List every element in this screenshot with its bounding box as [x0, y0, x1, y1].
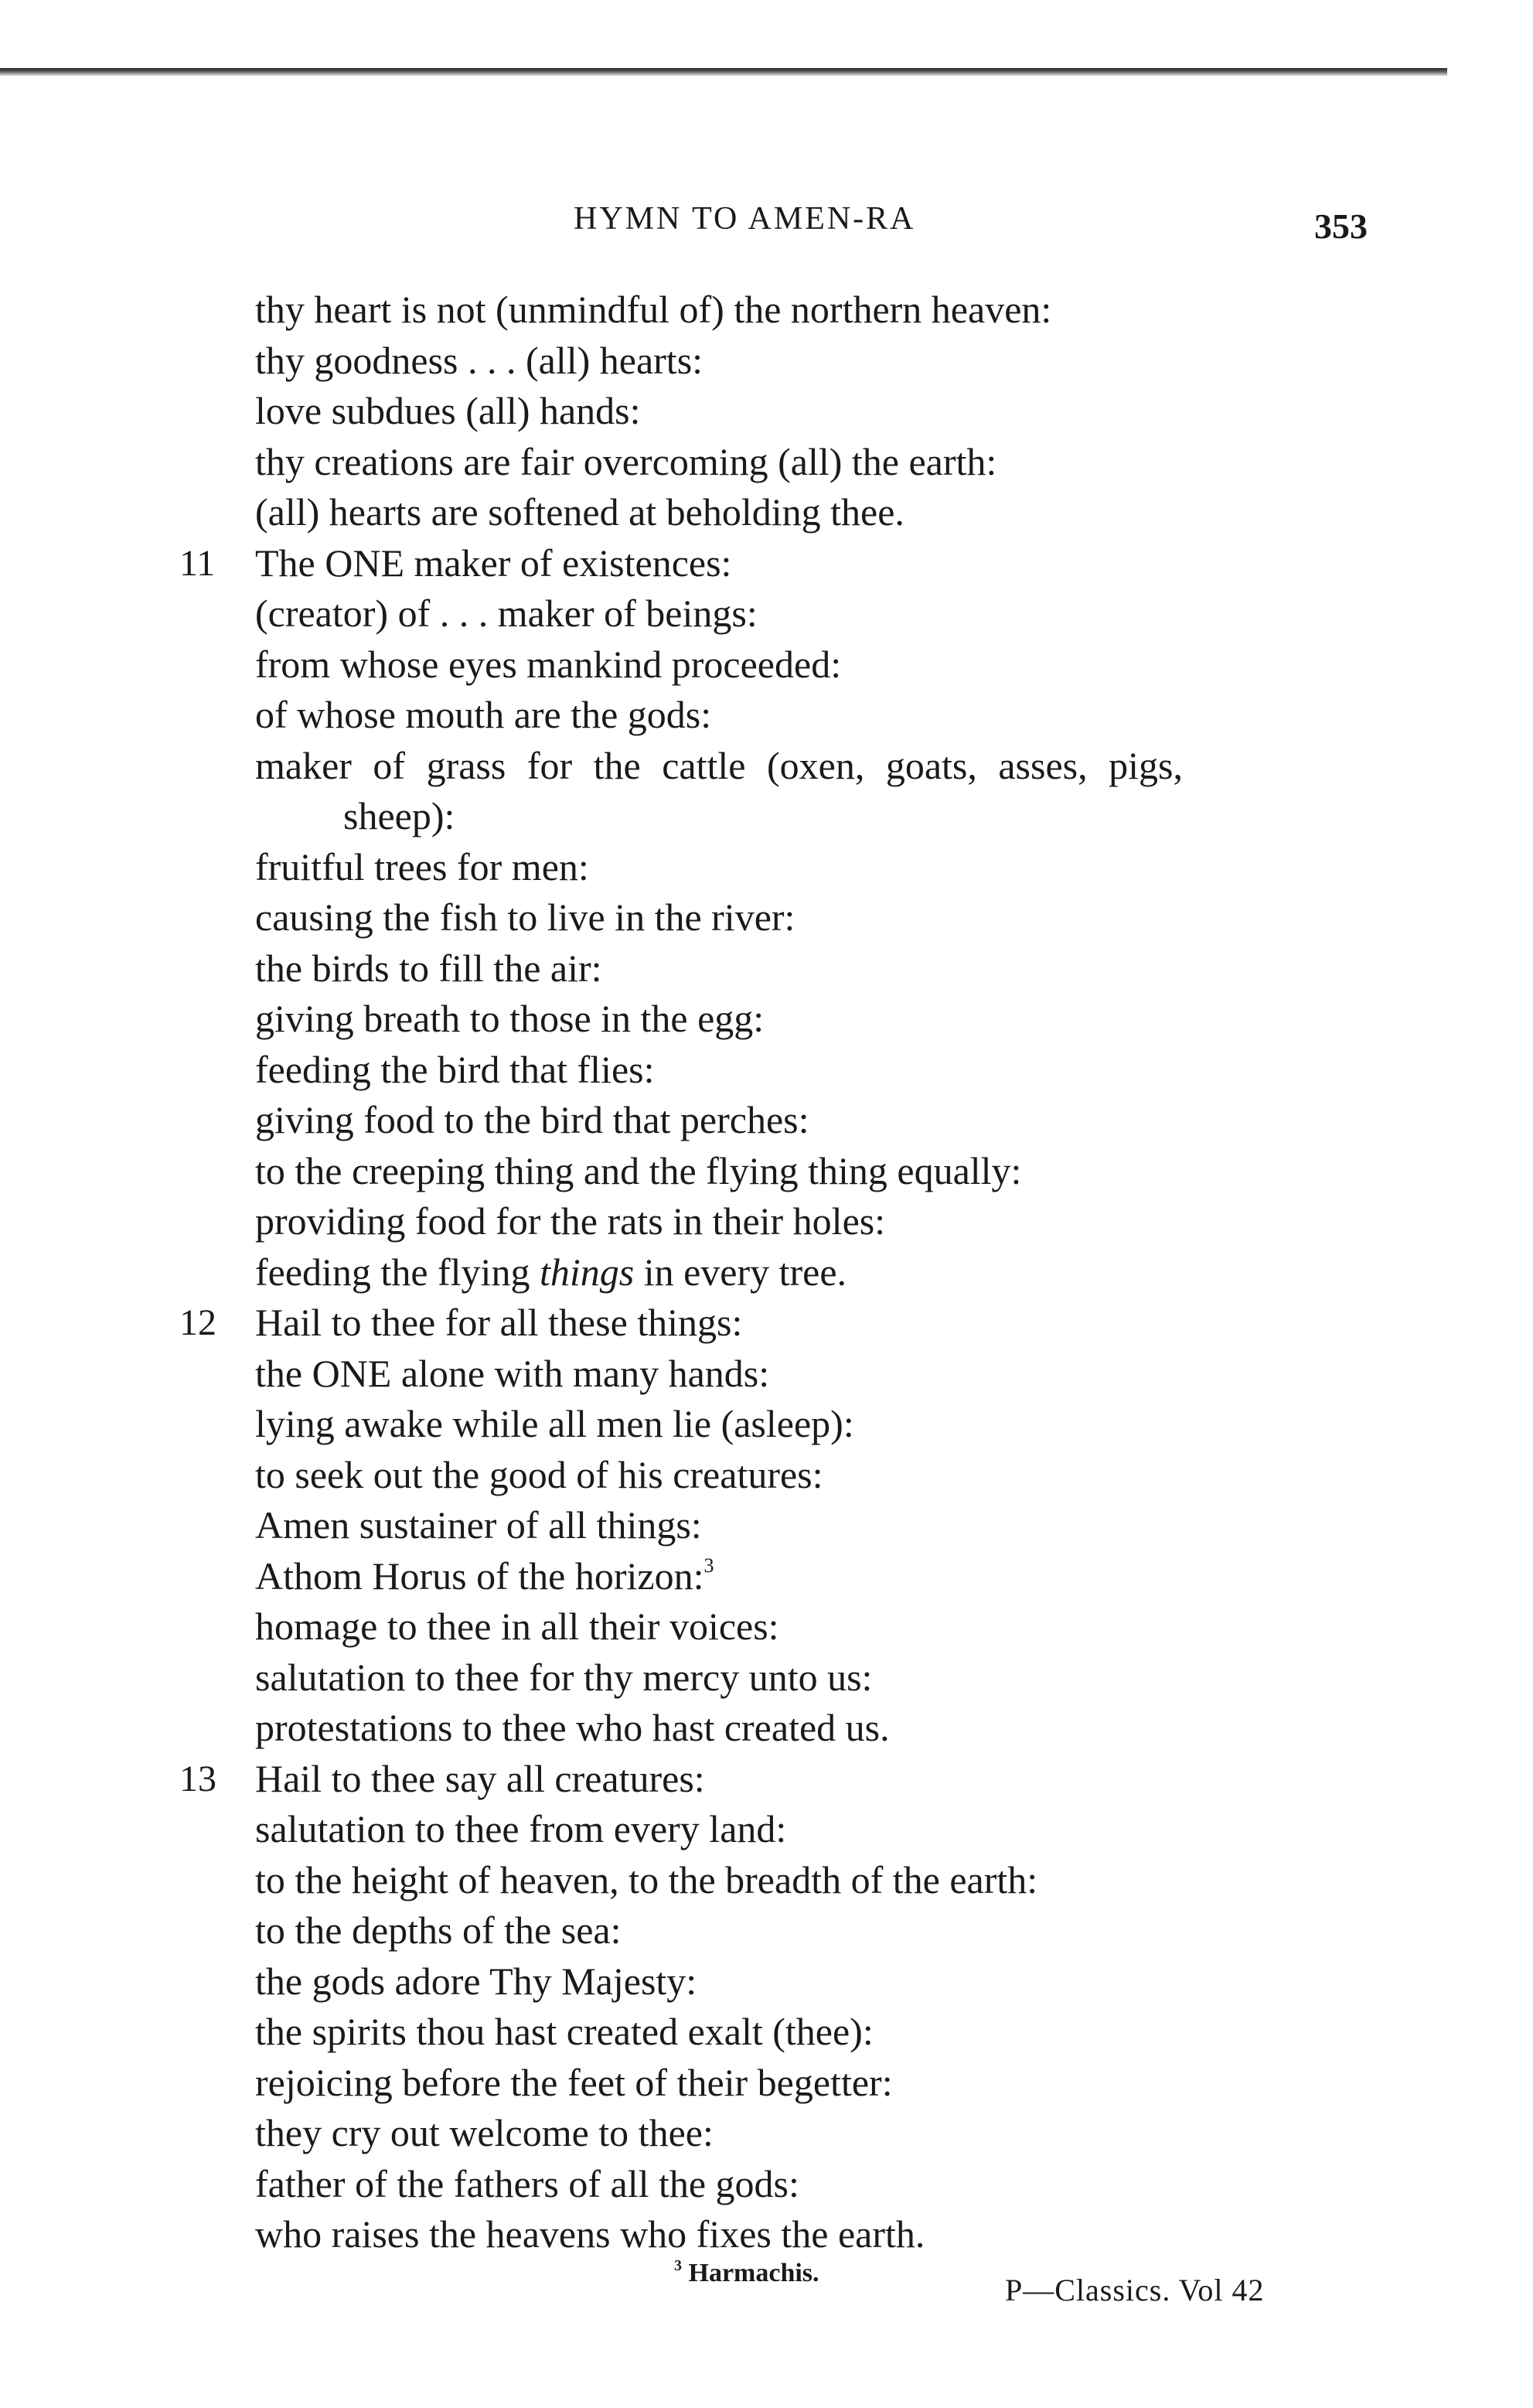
text-line: love subdues (all) hands:	[255, 389, 641, 432]
text-line: giving food to the bird that perches:	[255, 1098, 809, 1141]
text-line: thy goodness . . . (all) hearts:	[255, 338, 703, 382]
text-line: lying awake while all men lie (asleep):	[255, 1402, 854, 1445]
footnote-mark: 3	[674, 2257, 682, 2274]
top-rule	[0, 68, 1447, 76]
text-line: of whose mouth are the gods:	[255, 693, 712, 736]
text-line: the gods adore Thy Majesty:	[255, 1959, 697, 2003]
text-line: (all) hearts are softened at beholding thee.	[255, 490, 904, 534]
text-line: homage to thee in all their voices:	[255, 1605, 779, 1648]
footnote-text: Harmachis.	[688, 2259, 819, 2287]
text-line: father of the fathers of all the gods:	[255, 2161, 799, 2205]
text-line: protestations to thee who hast created us.	[255, 1706, 890, 1749]
text-line: maker of grass for the cattle (oxen, goats, asses, pigs,	[255, 743, 1183, 787]
verse-number: 12	[179, 1302, 216, 1343]
text-line: salutation to thee from every land:	[255, 1807, 787, 1850]
verse-number: 11	[179, 542, 216, 584]
text-line: the ONE alone with many hands:	[255, 1351, 770, 1395]
text-line: the spirits thou hast created exalt (thee):	[255, 2010, 874, 2053]
text-line: feeding the bird that flies:	[255, 1047, 655, 1091]
text-line: giving breath to those in the egg:	[255, 997, 765, 1040]
text-line	[179, 1551, 1385, 1602]
text-line: who raises the heavens who fixes the earth.	[255, 2212, 925, 2256]
footnote-reference: 3	[703, 1554, 714, 1577]
verse-line	[179, 538, 1385, 589]
text-line: Hail to thee say all creatures:	[255, 1756, 705, 1800]
text-line: Hail to thee for all these things:	[255, 1301, 743, 1344]
hymn-text	[179, 285, 1385, 2260]
text-line: Amen sustainer of all things:	[255, 1503, 702, 1547]
text-line: thy creations are fair overcoming (all) the earth:	[255, 439, 997, 483]
printer-signature: P—Classics. Vol 42	[1005, 2273, 1265, 2307]
text-line: (creator) of . . . maker of beings:	[255, 592, 758, 635]
running-header: HYMN TO AMEN-RA	[574, 201, 916, 237]
footnote	[674, 2258, 819, 2289]
text-line: to the height of heaven, to the breadth of the earth:	[255, 1857, 1038, 1902]
verse-number: 13	[179, 1758, 216, 1799]
text-line: sheep):	[343, 794, 455, 837]
verse-line	[179, 1754, 1385, 1805]
text-line: causing the fish to live in the river:	[255, 895, 795, 939]
text-line: to the creeping thing and the flying thing equally:	[255, 1148, 1022, 1192]
text-line: rejoicing before the feet of their begetter:	[255, 2060, 893, 2104]
text-line: to seek out the good of his creatures:	[255, 1452, 823, 1496]
verse-line	[179, 1298, 1385, 1349]
text-line: from whose eyes mankind proceeded:	[255, 642, 842, 686]
text-line: they cry out welcome to thee:	[255, 2111, 714, 2154]
text-span: in every tree.	[634, 1250, 847, 1294]
text-line: thy heart is not (unmindful of) the northern heaven:	[255, 288, 1052, 331]
text-span: Athom Horus of the horizon:	[255, 1554, 704, 1598]
text-line: to the depths of the sea:	[255, 1908, 622, 1952]
text-line: The ONE maker of existences:	[255, 541, 732, 585]
text-span: feeding the flying	[255, 1250, 540, 1294]
text-line: salutation to thee for thy mercy unto us:	[255, 1655, 873, 1699]
text-line: fruitful trees for men:	[255, 844, 589, 889]
page-number: 353	[1314, 206, 1368, 246]
text-line	[179, 1247, 1385, 1298]
text-line: providing food for the rats in their holes:	[255, 1199, 886, 1243]
italic-word: things	[539, 1250, 635, 1294]
text-line: the birds to fill the air:	[255, 946, 602, 990]
